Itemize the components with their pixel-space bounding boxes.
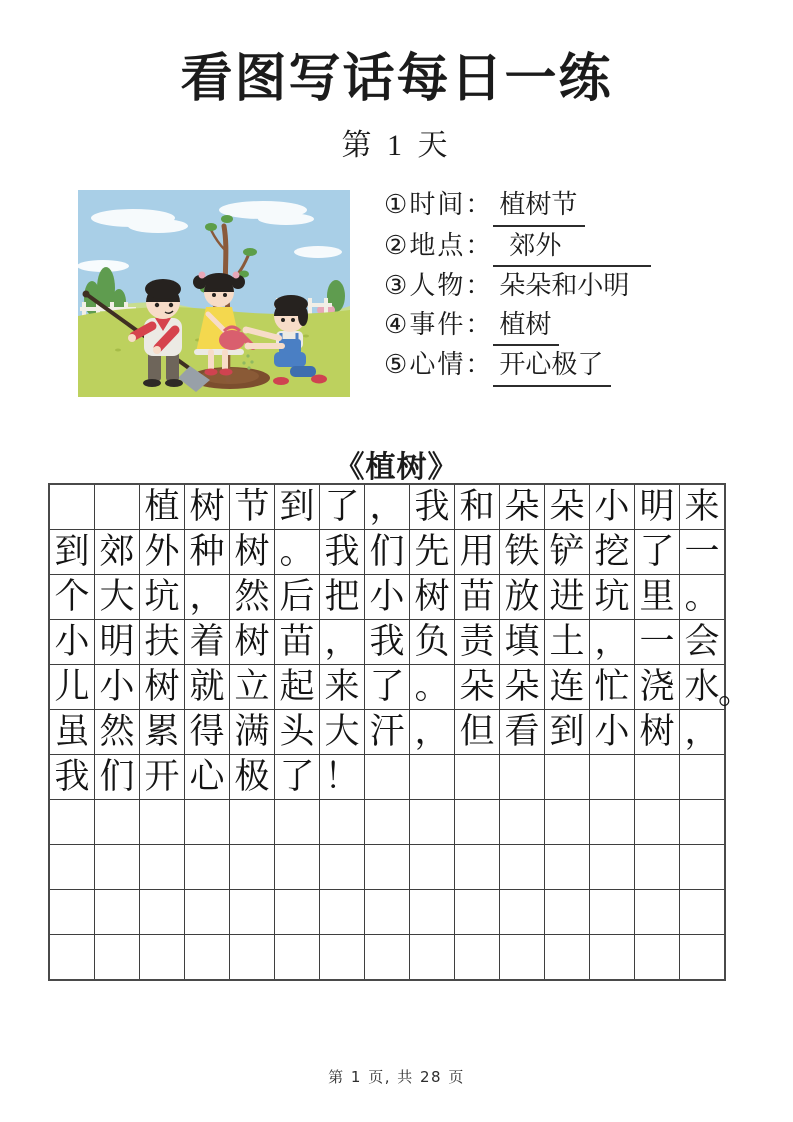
grid-cell: ， xyxy=(590,620,635,665)
grid-cell: 和 xyxy=(455,484,500,530)
grid-cell: 水 xyxy=(680,665,726,710)
grid-cell xyxy=(500,755,545,800)
grid-cell xyxy=(49,890,95,935)
grid-cell xyxy=(320,935,365,981)
grid-cell: 我 xyxy=(320,530,365,575)
essay-title: 《植树》 xyxy=(334,451,459,484)
grid-cell xyxy=(635,800,680,845)
question-label: 心情： xyxy=(409,350,494,380)
grid-cell: 小 xyxy=(95,665,140,710)
grid-cell: 外 xyxy=(140,530,185,575)
question-item xyxy=(384,346,714,387)
grid-row xyxy=(49,530,725,575)
grid-cell xyxy=(545,845,590,890)
grid-cell xyxy=(365,845,410,890)
grid-cell xyxy=(590,755,635,800)
grid-cell: 我 xyxy=(410,484,455,530)
question-item xyxy=(384,306,714,347)
grid-cell: 铲 xyxy=(545,530,590,575)
grid-cell: ， xyxy=(680,710,726,755)
grid-cell xyxy=(545,935,590,981)
writing-grid xyxy=(48,483,726,981)
grid-cell: 一 xyxy=(635,620,680,665)
grid-cell: 里 xyxy=(635,575,680,620)
grid-cell xyxy=(455,935,500,981)
grid-cell xyxy=(545,890,590,935)
grid-cell: 铁 xyxy=(500,530,545,575)
grid-cell xyxy=(185,890,230,935)
grid-cell: 来 xyxy=(680,484,726,530)
grid-cell: 小 xyxy=(590,484,635,530)
question-answer: 植树 xyxy=(493,306,559,347)
grid-cell: 树 xyxy=(230,620,275,665)
grid-cell xyxy=(680,890,726,935)
question-number: ⑤ xyxy=(384,350,408,380)
grid-cell xyxy=(95,800,140,845)
question-answer: 植树节 xyxy=(493,186,585,227)
grid-cell: 朵 xyxy=(500,484,545,530)
grid-cell: 明 xyxy=(95,620,140,665)
grid-cell: 大 xyxy=(320,710,365,755)
grid-cell: 先 xyxy=(410,530,455,575)
grid-cell: 负 xyxy=(410,620,455,665)
grid-cell: 土 xyxy=(545,620,590,665)
grid-cell: 头 xyxy=(275,710,320,755)
grid-cell xyxy=(455,845,500,890)
grid-cell: 小 xyxy=(590,710,635,755)
grid-cell xyxy=(275,800,320,845)
grid-cell: 树 xyxy=(635,710,680,755)
grid-cell xyxy=(49,484,95,530)
grid-cell: 放 xyxy=(500,575,545,620)
grid-cell: 。 xyxy=(680,575,726,620)
questions-list xyxy=(384,186,714,387)
grid-row xyxy=(49,890,725,935)
grid-cell xyxy=(365,755,410,800)
page-title: 看图写话每日一练 xyxy=(180,51,613,108)
grid-cell: 但 xyxy=(455,710,500,755)
grid-cell xyxy=(590,845,635,890)
grid-row xyxy=(49,845,725,890)
grid-cell: 着 xyxy=(185,620,230,665)
grid-cell xyxy=(680,755,726,800)
grid-cell: 树 xyxy=(140,665,185,710)
question-label: 事件： xyxy=(409,309,494,339)
grid-cell: 心 xyxy=(185,755,230,800)
hanging-period: 。 xyxy=(717,672,753,711)
grid-cell xyxy=(95,484,140,530)
grid-row xyxy=(49,484,725,530)
grid-cell xyxy=(590,800,635,845)
grid-cell xyxy=(680,800,726,845)
grid-row xyxy=(49,800,725,845)
grid-cell: 我 xyxy=(365,620,410,665)
grid-cell xyxy=(500,935,545,981)
grid-cell: ！ xyxy=(320,755,365,800)
grid-cell xyxy=(49,845,95,890)
grid-cell: 得 xyxy=(185,710,230,755)
grid-cell: 累 xyxy=(140,710,185,755)
writing-grid-body xyxy=(49,484,725,980)
grid-cell: 挖 xyxy=(590,530,635,575)
grid-cell xyxy=(49,935,95,981)
grid-cell xyxy=(320,890,365,935)
grid-cell xyxy=(365,935,410,981)
grid-cell: 连 xyxy=(545,665,590,710)
grid-cell: 就 xyxy=(185,665,230,710)
grid-cell xyxy=(500,890,545,935)
grid-cell xyxy=(455,755,500,800)
grid-cell: 后 xyxy=(275,575,320,620)
grid-cell: 明 xyxy=(635,484,680,530)
grid-cell: 郊 xyxy=(95,530,140,575)
grid-cell xyxy=(365,890,410,935)
grid-cell xyxy=(230,890,275,935)
grid-cell: 大 xyxy=(95,575,140,620)
grid-cell: 小 xyxy=(49,620,95,665)
grid-cell: 。 xyxy=(275,530,320,575)
question-label: 时间： xyxy=(409,190,494,219)
grid-cell xyxy=(95,845,140,890)
grid-cell xyxy=(185,845,230,890)
grid-cell xyxy=(500,800,545,845)
grid-cell xyxy=(185,800,230,845)
tree-planting-illustration xyxy=(78,190,350,397)
grid-cell: 坑 xyxy=(140,575,185,620)
grid-cell xyxy=(410,890,455,935)
grid-cell: 了 xyxy=(635,530,680,575)
grid-cell xyxy=(410,935,455,981)
question-item xyxy=(384,227,714,268)
grid-cell xyxy=(545,800,590,845)
grid-cell: 填 xyxy=(500,620,545,665)
question-number: ③ xyxy=(384,271,408,301)
grid-cell xyxy=(500,845,545,890)
grid-cell: 苗 xyxy=(275,620,320,665)
grid-cell xyxy=(275,845,320,890)
grid-cell xyxy=(635,890,680,935)
question-number: ② xyxy=(384,230,408,260)
grid-cell: 开 xyxy=(140,755,185,800)
grid-cell: 一 xyxy=(680,530,726,575)
question-number: ① xyxy=(384,190,408,219)
grid-cell: 节 xyxy=(230,484,275,530)
grid-cell: 极 xyxy=(230,755,275,800)
grid-cell: 进 xyxy=(545,575,590,620)
grid-row xyxy=(49,755,725,800)
grid-cell: 我 xyxy=(49,755,95,800)
grid-cell: 立 xyxy=(230,665,275,710)
grid-cell xyxy=(410,755,455,800)
grid-cell: 忙 xyxy=(590,665,635,710)
grid-cell xyxy=(140,800,185,845)
grid-cell xyxy=(230,845,275,890)
grid-cell: 朵 xyxy=(545,484,590,530)
grid-cell xyxy=(590,890,635,935)
grid-cell xyxy=(410,800,455,845)
grid-cell xyxy=(185,935,230,981)
grid-cell: 苗 xyxy=(455,575,500,620)
grid-cell xyxy=(95,935,140,981)
grid-row xyxy=(49,575,725,620)
grid-cell: 小 xyxy=(365,575,410,620)
grid-row xyxy=(49,620,725,665)
grid-cell: 坑 xyxy=(590,575,635,620)
grid-cell xyxy=(140,890,185,935)
grid-cell: 朵 xyxy=(500,665,545,710)
grid-cell: 虽 xyxy=(49,710,95,755)
grid-row xyxy=(49,665,725,710)
grid-cell: 到 xyxy=(49,530,95,575)
grid-cell: 满 xyxy=(230,710,275,755)
day-subtitle: 第 1 天 xyxy=(341,129,452,162)
grid-cell xyxy=(455,890,500,935)
page-footer: 第 1 页, 共 28 页 xyxy=(328,1068,465,1086)
grid-cell xyxy=(455,800,500,845)
grid-cell xyxy=(410,845,455,890)
grid-cell: 。 xyxy=(410,665,455,710)
grid-cell xyxy=(140,845,185,890)
question-item xyxy=(384,267,714,306)
grid-cell xyxy=(49,800,95,845)
grid-cell: ， xyxy=(365,484,410,530)
grid-cell xyxy=(635,845,680,890)
grid-cell xyxy=(545,755,590,800)
grid-cell xyxy=(275,890,320,935)
grid-cell: 植 xyxy=(140,484,185,530)
grid-cell: 了 xyxy=(275,755,320,800)
grid-cell: 看 xyxy=(500,710,545,755)
question-label: 地点： xyxy=(409,230,494,260)
grid-cell xyxy=(275,935,320,981)
grid-cell: 把 xyxy=(320,575,365,620)
grid-cell xyxy=(680,935,726,981)
grid-cell: 儿 xyxy=(49,665,95,710)
grid-cell xyxy=(635,755,680,800)
grid-cell: 了 xyxy=(365,665,410,710)
grid-cell xyxy=(320,800,365,845)
grid-cell: 树 xyxy=(410,575,455,620)
grid-cell: 然 xyxy=(95,710,140,755)
grid-cell: ， xyxy=(185,575,230,620)
grid-cell: 汗 xyxy=(365,710,410,755)
grid-cell: 用 xyxy=(455,530,500,575)
grid-cell xyxy=(230,800,275,845)
grid-cell: ， xyxy=(320,620,365,665)
grid-cell xyxy=(365,800,410,845)
grid-cell: 来 xyxy=(320,665,365,710)
writing-grid-wrap xyxy=(48,483,753,981)
question-number: ④ xyxy=(384,309,408,339)
grid-cell: 到 xyxy=(545,710,590,755)
grid-cell: 们 xyxy=(365,530,410,575)
grid-cell: 们 xyxy=(95,755,140,800)
grid-cell: 了 xyxy=(320,484,365,530)
question-answer: 开心极了 xyxy=(493,346,611,387)
grid-cell xyxy=(320,845,365,890)
grid-cell: 扶 xyxy=(140,620,185,665)
grid-cell xyxy=(140,935,185,981)
grid-cell: 个 xyxy=(49,575,95,620)
question-answer: 朵朵和小明 xyxy=(499,271,630,301)
question-item xyxy=(384,186,714,227)
grid-cell xyxy=(590,935,635,981)
grid-cell: 到 xyxy=(275,484,320,530)
grid-cell: 然 xyxy=(230,575,275,620)
grid-cell xyxy=(635,935,680,981)
grid-cell xyxy=(230,935,275,981)
grid-cell xyxy=(95,890,140,935)
grid-row xyxy=(49,710,725,755)
grid-cell: 种 xyxy=(185,530,230,575)
grid-cell: 树 xyxy=(230,530,275,575)
grid-row xyxy=(49,935,725,981)
illustration xyxy=(78,190,350,397)
grid-cell: 起 xyxy=(275,665,320,710)
question-answer: 郊外 xyxy=(493,227,651,268)
grid-cell: ， xyxy=(410,710,455,755)
grid-cell: 朵 xyxy=(455,665,500,710)
grid-cell xyxy=(680,845,726,890)
grid-cell: 会 xyxy=(680,620,726,665)
grid-cell: 树 xyxy=(185,484,230,530)
grid-cell: 责 xyxy=(455,620,500,665)
grid-cell: 浇 xyxy=(635,665,680,710)
question-label: 人物： xyxy=(409,271,494,301)
